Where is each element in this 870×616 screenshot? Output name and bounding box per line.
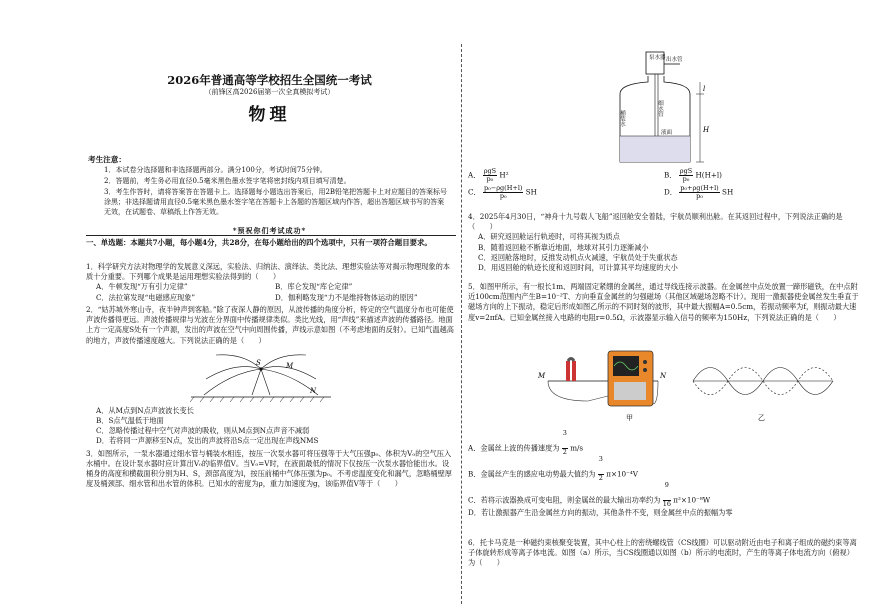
- question-list: [86, 262, 454, 492]
- label-thin-tube: 细水管: [657, 100, 663, 117]
- section-rule: [86, 235, 456, 236]
- label-pump: 泵水器: [649, 55, 666, 61]
- option-d[interactable]: D． $\frac{\text{p₀+ρg(H+l)}}{\text{p₀}}$ SH: [664, 184, 734, 201]
- question-stem: 1．科学研究方法对物理学的发展意义深远，实验法、归纳法、演绎法、类比法、理想实验法等对揭示物理现象的本质十分重要。下列哪个成果是运用理想实验法得到的（ ）: [86, 262, 450, 282]
- label-yi: 乙: [758, 414, 765, 422]
- question-2: [86, 305, 454, 447]
- label-n: N: [310, 386, 317, 395]
- option-c[interactable]: C． $\frac{\text{p₀−ρg(H+l)}}{\text{p₀}}$ SH: [468, 184, 537, 201]
- left-column: [82, 0, 457, 616]
- label-m: M: [286, 361, 294, 370]
- option-a[interactable]: A．金属丝上波的传播速度为 $\frac{3}{2}$ m/s: [468, 429, 584, 456]
- question-stem: 3．如图所示，一泵水器通过细水管与桶装水相连，按压一次泵水器可将压强等于大气压强p₀、体积为V₀的空气压入水桶中。在设计泵水器时应计算出V₀的临界值V。当V₀=V时，在液面最低的情况下仅按压一次泵水器恰能出水。设桶身的高度和横截面积分别为H、S，颈部高度为l，按压前桶中气体压强为p₀。不考虑温度变化和漏气，忽略桶壁厚度及桶颈部、细水管和出水管的体积。已知水的密度为ρ，重力加速度为g，该临界值V等于（ ）: [86, 448, 452, 489]
- option-a[interactable]: A．牛顿发现“万有引力定律”: [96, 282, 188, 292]
- question-stem: 2．“姑苏城外寒山寺，夜半钟声到客船。”除了夜深人静的原因，从波传播的角度分析，特定的空气温度分布也可能使声波传播得更远。声波传播规律与光波在分界面中传播规律类似。类比光线，用“声线”来描述声波的传播路径。地面上方一定高度S处有一个声源，发出的声波在空气中向周围传播，声线示意如图（不考虑地面的反射）。已知气温越高的地方，声波传播速度越大。下列说法正确的是（ ）: [86, 304, 454, 345]
- question-3: [86, 449, 454, 490]
- option-b[interactable]: B．S点气温低于地面: [96, 415, 164, 425]
- notice-heading: 考生注意：: [88, 155, 126, 164]
- label-bucket: 桶装水: [619, 110, 625, 127]
- option-d[interactable]: D．若让激振器产生沿金属丝方向的振动，其他条件不变，则金属丝中点的振幅为零: [468, 508, 733, 517]
- right-column: [468, 0, 860, 616]
- option-a[interactable]: A． $\frac{\text{ρgS}}{\text{p₀}}$ H²: [468, 167, 509, 184]
- oscilloscope-diagram: [528, 346, 848, 426]
- notice-item: 2．答题前，考生务必用直径0.5毫米黑色墨水签字笔将密封线内项目填写清楚。: [104, 176, 351, 185]
- option-b[interactable]: B．库仑发现“库仑定律”: [275, 282, 353, 292]
- column-divider: [461, 44, 462, 604]
- question-stem: 4．2025年4月30日，“神舟十九号载人飞船”返回舱安全着陆，宇航员顺利出舱。在其返回过程中，下列说法正确的是（ ）: [468, 212, 843, 232]
- option-b[interactable]: B．金属丝产生的感应电动势最大值约为 $\frac{3}{2}$ π×10⁻⁴V: [468, 455, 638, 482]
- question-5-options: [468, 430, 860, 526]
- option-c[interactable]: C．忽略传播过程中空气对声波的吸收，则从M点到N点声音不减弱: [96, 426, 310, 436]
- label-outlet: 出水管: [666, 57, 683, 63]
- wish-text: *预祝你们考试成功*: [232, 226, 307, 235]
- question-stem: 6．托卡马克是一种磁约束核聚变装置，其中心柱上的密绕螺线管（CS线圈）可以驱动附近由电子和离子组成的磁约束等离子体旋转形成等离子体电流。如图（a）所示，当CS线圈通以如图（b）所示的电流时，产生的等离子体电流方向（俯视）为（ ）: [468, 538, 857, 568]
- exam-title: 2026年普通高等学校招生全国统一考试: [167, 73, 372, 87]
- notice-item: 3．考生作答时，请将答案答在答题卡上。选择题每小题选出答案后，用2B铅笔把答题卡上对应题目的答案标号涂黑；非选择题请用直径0.5毫米黑色墨水签字笔在答题卡上各题的答题区域内作答，超出答题区域书写的答案无效，在试题卷、草稿纸上作答无效。: [104, 187, 448, 216]
- question-3-options: [468, 168, 860, 201]
- water-pump-diagram: [608, 50, 718, 165]
- question-1: [86, 262, 454, 303]
- option-a[interactable]: A．从M点到N点声波波长变长: [96, 405, 194, 415]
- label-l: l: [703, 85, 706, 93]
- label-s: S: [256, 358, 261, 367]
- exam-subtitle: （前锋区高2026届第一次全真模拟考试）: [204, 88, 335, 96]
- option-d[interactable]: D．用返回舱的轨迹长度和返回时间，可计算其平均速度的大小: [478, 263, 678, 273]
- option-c[interactable]: C．返回舱落地时，反推发动机点火减速，宇航员处于失重状态: [478, 252, 678, 262]
- label-liquid-surface: 液面: [661, 130, 673, 136]
- option-b[interactable]: B． $\frac{\text{ρgS}}{\text{p₀}}$ H(H+l): [664, 167, 722, 184]
- option-d[interactable]: D．若将同一声源移至N点，发出的声波将沿S点一定出现在声线NMS: [96, 436, 319, 446]
- label-h: H: [703, 126, 710, 134]
- question-6: [468, 538, 860, 569]
- option-a[interactable]: A．研究返回舱运行轨迹时，可将其视为质点: [478, 232, 620, 242]
- label-n: N: [660, 372, 667, 380]
- option-c[interactable]: C．若将示波器换成可变电阻，则金属丝的最大输出功率约为 $\frac{9}{16}$ π²×10⁻⁸W: [468, 481, 711, 508]
- notice-list: [104, 166, 449, 219]
- question-4: [468, 212, 860, 273]
- notice-item: 1．本试卷分选择题和非选择题两部分。满分100分，考试时间75分钟。: [104, 166, 327, 174]
- option-c[interactable]: C．法拉第发现“电磁感应现象”: [96, 292, 196, 302]
- label-m: M: [538, 372, 546, 380]
- subject-title: 物理: [248, 105, 291, 125]
- question-5: [468, 282, 860, 323]
- label-jia: 甲: [626, 414, 633, 422]
- section-heading: 一、单选题：本题共7小题，每小题4分，共28分，在每小题给出的四个选项中，只有一项符合题目要求。: [86, 238, 432, 247]
- sound-ray-diagram: [186, 349, 336, 404]
- question-stem: 5．如图甲所示，有一根长1m、两端固定紧绷的金属丝，通过导线连接示波器。在金属丝中点处放置一蹄形磁铁，在中点附近100cm范围内产生B=10⁻²T、方向垂直金属丝的匀强磁场（其他区域磁场忽略不计）。现用一激振器使金属丝发生垂直于磁场方向的上下振动，稳定后形成如图乙所示的不同时刻的波形，其中最大振幅A=0.5cm，若振动频率为f，则振动最大速度v=2πfA。已知金属丝接入电路的电阻r=0.5Ω，示波器显示输入信号的频率为150Hz，下列说法正确的是（ ）: [468, 282, 859, 322]
- option-b[interactable]: B．随着返回舱不断靠近地面，地球对其引力逐渐减小: [478, 242, 649, 252]
- option-d[interactable]: D．伽利略发现“力不是维持物体运动的原因”: [275, 292, 418, 302]
